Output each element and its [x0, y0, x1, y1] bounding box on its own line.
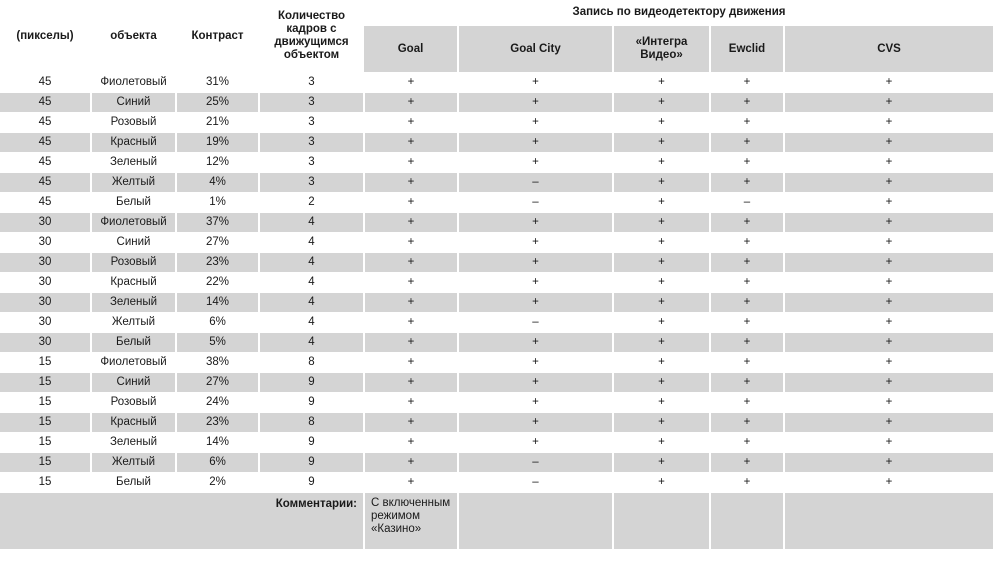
cell-ewclid: + — [710, 373, 784, 393]
cell-goal: + — [364, 293, 458, 313]
cell-object-color: Желтый — [91, 453, 176, 473]
cell-frames: 3 — [259, 153, 364, 173]
cell-frames: 3 — [259, 173, 364, 193]
cell-cvs: + — [784, 313, 993, 333]
cell-cvs: + — [784, 233, 993, 253]
cell-goal: + — [364, 253, 458, 273]
cell-cvs: + — [784, 173, 993, 193]
cell-ewclid: + — [710, 473, 784, 493]
cell-integra-video: + — [613, 73, 710, 93]
cell-object-color: Фиолетовый — [91, 353, 176, 373]
cell-contrast: 4% — [176, 173, 259, 193]
cell-goal-city: + — [458, 373, 613, 393]
table-row — [0, 313, 993, 333]
cell-ewclid: + — [710, 173, 784, 193]
cell-pixels: 15 — [0, 473, 91, 493]
comments-label: Комментарии: — [0, 493, 364, 550]
table-row — [0, 353, 993, 373]
cell-goal-city: + — [458, 93, 613, 113]
cell-contrast: 37% — [176, 213, 259, 233]
cell-frames: 3 — [259, 93, 364, 113]
cell-frames: 8 — [259, 353, 364, 373]
table-row — [0, 113, 993, 133]
cell-integra-video: + — [613, 253, 710, 273]
cell-pixels: 45 — [0, 133, 91, 153]
cell-pixels: 45 — [0, 113, 91, 133]
cell-cvs: + — [784, 333, 993, 353]
cell-ewclid: + — [710, 93, 784, 113]
cell-cvs: + — [784, 473, 993, 493]
cell-frames: 3 — [259, 113, 364, 133]
comment-goal-city — [458, 493, 613, 550]
cell-pixels: 15 — [0, 433, 91, 453]
table-row — [0, 413, 993, 433]
cell-pixels: 30 — [0, 293, 91, 313]
cell-pixels: 15 — [0, 353, 91, 373]
header-goal-city: Goal City — [458, 26, 613, 73]
cell-integra-video: + — [613, 473, 710, 493]
cell-frames: 3 — [259, 73, 364, 93]
cell-integra-video: + — [613, 293, 710, 313]
cell-object-color: Красный — [91, 133, 176, 153]
cell-goal: + — [364, 153, 458, 173]
cell-integra-video: + — [613, 113, 710, 133]
cell-goal-city: + — [458, 73, 613, 93]
table-row — [0, 233, 993, 253]
cell-goal-city: + — [458, 213, 613, 233]
cell-integra-video: + — [613, 313, 710, 333]
cell-pixels: 45 — [0, 193, 91, 213]
cell-object-color: Фиолетовый — [91, 73, 176, 93]
header-integra-video: «Интегра Видео» — [613, 26, 710, 73]
table-row — [0, 73, 993, 93]
cell-goal: + — [364, 173, 458, 193]
cell-cvs: + — [784, 93, 993, 113]
cell-cvs: + — [784, 413, 993, 433]
cell-frames: 9 — [259, 433, 364, 453]
header-pixels: (пикселы) — [0, 0, 91, 73]
cell-frames: 9 — [259, 473, 364, 493]
cell-goal-city: + — [458, 253, 613, 273]
cell-integra-video: + — [613, 353, 710, 373]
table-row — [0, 433, 993, 453]
header-contrast: Контраст — [176, 0, 259, 73]
cell-ewclid: + — [710, 453, 784, 473]
cell-pixels: 15 — [0, 393, 91, 413]
cell-ewclid: + — [710, 393, 784, 413]
cell-integra-video: + — [613, 333, 710, 353]
cell-contrast: 31% — [176, 73, 259, 93]
cell-integra-video: + — [613, 273, 710, 293]
cell-cvs: + — [784, 353, 993, 373]
cell-object-color: Синий — [91, 93, 176, 113]
cell-pixels: 30 — [0, 273, 91, 293]
cell-frames: 4 — [259, 273, 364, 293]
cell-goal-city: + — [458, 353, 613, 373]
cell-ewclid: – — [710, 193, 784, 213]
cell-cvs: + — [784, 393, 993, 413]
cell-goal: + — [364, 373, 458, 393]
header-frames: Количество кадров с движущимся объектом — [259, 0, 364, 73]
cell-pixels: 30 — [0, 333, 91, 353]
cell-goal-city: + — [458, 413, 613, 433]
cell-pixels: 30 — [0, 233, 91, 253]
cell-goal-city: + — [458, 233, 613, 253]
cell-integra-video: + — [613, 393, 710, 413]
comment-integra-video — [613, 493, 710, 550]
cell-frames: 4 — [259, 293, 364, 313]
table-row — [0, 173, 993, 193]
cell-ewclid: + — [710, 113, 784, 133]
cell-integra-video: + — [613, 213, 710, 233]
cell-contrast: 23% — [176, 413, 259, 433]
table-row — [0, 273, 993, 293]
cell-contrast: 24% — [176, 393, 259, 413]
cell-goal: + — [364, 393, 458, 413]
cell-object-color: Зеленый — [91, 293, 176, 313]
table-body — [0, 73, 993, 493]
cell-contrast: 14% — [176, 433, 259, 453]
cell-cvs: + — [784, 373, 993, 393]
cell-ewclid: + — [710, 213, 784, 233]
cell-frames: 9 — [259, 453, 364, 473]
cell-pixels: 15 — [0, 373, 91, 393]
cell-goal-city: – — [458, 313, 613, 333]
cell-goal-city: – — [458, 473, 613, 493]
cell-frames: 4 — [259, 333, 364, 353]
cell-cvs: + — [784, 253, 993, 273]
cell-goal: + — [364, 213, 458, 233]
cell-integra-video: + — [613, 173, 710, 193]
table-row — [0, 333, 993, 353]
cell-integra-video: + — [613, 413, 710, 433]
cell-integra-video: + — [613, 453, 710, 473]
cell-pixels: 15 — [0, 413, 91, 433]
table-row — [0, 93, 993, 113]
cell-goal-city: + — [458, 273, 613, 293]
cell-cvs: + — [784, 73, 993, 93]
cell-cvs: + — [784, 113, 993, 133]
cell-object-color: Желтый — [91, 173, 176, 193]
cell-object-color: Зеленый — [91, 153, 176, 173]
comment-ewclid — [710, 493, 784, 550]
cell-object-color: Фиолетовый — [91, 213, 176, 233]
cell-goal: + — [364, 193, 458, 213]
cell-frames: 4 — [259, 253, 364, 273]
comment-cvs — [784, 493, 993, 550]
cell-goal: + — [364, 73, 458, 93]
cell-goal: + — [364, 413, 458, 433]
cell-object-color: Розовый — [91, 253, 176, 273]
cell-cvs: + — [784, 293, 993, 313]
cell-contrast: 25% — [176, 93, 259, 113]
cell-contrast: 1% — [176, 193, 259, 213]
table-row — [0, 473, 993, 493]
cell-integra-video: + — [613, 93, 710, 113]
cell-contrast: 27% — [176, 233, 259, 253]
cell-contrast: 14% — [176, 293, 259, 313]
cell-integra-video: + — [613, 193, 710, 213]
cell-goal: + — [364, 233, 458, 253]
cell-frames: 8 — [259, 413, 364, 433]
cell-goal-city: – — [458, 193, 613, 213]
cell-goal-city: + — [458, 293, 613, 313]
cell-cvs: + — [784, 153, 993, 173]
cell-goal-city: + — [458, 333, 613, 353]
cell-ewclid: + — [710, 153, 784, 173]
cell-contrast: 19% — [176, 133, 259, 153]
cell-ewclid: + — [710, 293, 784, 313]
cell-goal: + — [364, 113, 458, 133]
cell-integra-video: + — [613, 133, 710, 153]
cell-object-color: Синий — [91, 373, 176, 393]
cell-cvs: + — [784, 273, 993, 293]
cell-frames: 2 — [259, 193, 364, 213]
cell-contrast: 27% — [176, 373, 259, 393]
cell-ewclid: + — [710, 353, 784, 373]
cell-ewclid: + — [710, 253, 784, 273]
cell-object-color: Белый — [91, 193, 176, 213]
cell-pixels: 30 — [0, 313, 91, 333]
cell-contrast: 6% — [176, 313, 259, 333]
cell-goal-city: + — [458, 133, 613, 153]
cell-goal: + — [364, 453, 458, 473]
cell-object-color: Белый — [91, 333, 176, 353]
table-row — [0, 253, 993, 273]
header-motion-detector-group: Запись по видеодетектору движения — [364, 0, 993, 26]
cell-integra-video: + — [613, 153, 710, 173]
cell-goal-city: + — [458, 113, 613, 133]
cell-frames: 9 — [259, 373, 364, 393]
cell-integra-video: + — [613, 233, 710, 253]
cell-object-color: Розовый — [91, 113, 176, 133]
cell-goal: + — [364, 353, 458, 373]
cell-goal: + — [364, 133, 458, 153]
table-row — [0, 453, 993, 473]
cell-contrast: 2% — [176, 473, 259, 493]
cell-contrast: 5% — [176, 333, 259, 353]
cell-cvs: + — [784, 213, 993, 233]
table-row — [0, 133, 993, 153]
cell-pixels: 45 — [0, 153, 91, 173]
cell-goal: + — [364, 473, 458, 493]
cell-pixels: 30 — [0, 253, 91, 273]
cell-goal-city: + — [458, 393, 613, 413]
header-cvs: CVS — [784, 26, 993, 73]
cell-integra-video: + — [613, 433, 710, 453]
table-row — [0, 213, 993, 233]
table-row — [0, 393, 993, 413]
cell-ewclid: + — [710, 73, 784, 93]
cell-pixels: 45 — [0, 173, 91, 193]
cell-ewclid: + — [710, 133, 784, 153]
cell-frames: 3 — [259, 133, 364, 153]
cell-cvs: + — [784, 193, 993, 213]
cell-contrast: 38% — [176, 353, 259, 373]
table-row — [0, 293, 993, 313]
table-row — [0, 153, 993, 173]
cell-goal-city: + — [458, 433, 613, 453]
cell-goal: + — [364, 333, 458, 353]
header-object: объекта — [91, 0, 176, 73]
cell-pixels: 45 — [0, 73, 91, 93]
cell-contrast: 23% — [176, 253, 259, 273]
header-ewclid: Ewclid — [710, 26, 784, 73]
cell-ewclid: + — [710, 313, 784, 333]
cell-contrast: 22% — [176, 273, 259, 293]
cell-cvs: + — [784, 433, 993, 453]
cell-object-color: Зеленый — [91, 433, 176, 453]
cell-integra-video: + — [613, 373, 710, 393]
cell-object-color: Красный — [91, 413, 176, 433]
cell-object-color: Розовый — [91, 393, 176, 413]
table-row — [0, 193, 993, 213]
cell-ewclid: + — [710, 273, 784, 293]
cell-object-color: Желтый — [91, 313, 176, 333]
cell-object-color: Синий — [91, 233, 176, 253]
cell-contrast: 6% — [176, 453, 259, 473]
cell-cvs: + — [784, 133, 993, 153]
header-goal: Goal — [364, 26, 458, 73]
cell-pixels: 45 — [0, 93, 91, 113]
comment-goal: С включенным режимом «Казино» — [364, 493, 458, 550]
cell-cvs: + — [784, 453, 993, 473]
cell-goal-city: – — [458, 173, 613, 193]
cell-frames: 4 — [259, 213, 364, 233]
cell-frames: 4 — [259, 233, 364, 253]
cell-goal: + — [364, 313, 458, 333]
comments-row — [0, 493, 993, 550]
cell-frames: 4 — [259, 313, 364, 333]
cell-object-color: Красный — [91, 273, 176, 293]
cell-ewclid: + — [710, 333, 784, 353]
cell-pixels: 30 — [0, 213, 91, 233]
cell-contrast: 12% — [176, 153, 259, 173]
cell-pixels: 15 — [0, 453, 91, 473]
cell-frames: 9 — [259, 393, 364, 413]
cell-object-color: Белый — [91, 473, 176, 493]
cell-goal: + — [364, 93, 458, 113]
table-row — [0, 373, 993, 393]
cell-ewclid: + — [710, 233, 784, 253]
cell-contrast: 21% — [176, 113, 259, 133]
cell-ewclid: + — [710, 413, 784, 433]
cell-ewclid: + — [710, 433, 784, 453]
cell-goal: + — [364, 433, 458, 453]
cell-goal: + — [364, 273, 458, 293]
cell-goal-city: + — [458, 153, 613, 173]
cell-goal-city: – — [458, 453, 613, 473]
